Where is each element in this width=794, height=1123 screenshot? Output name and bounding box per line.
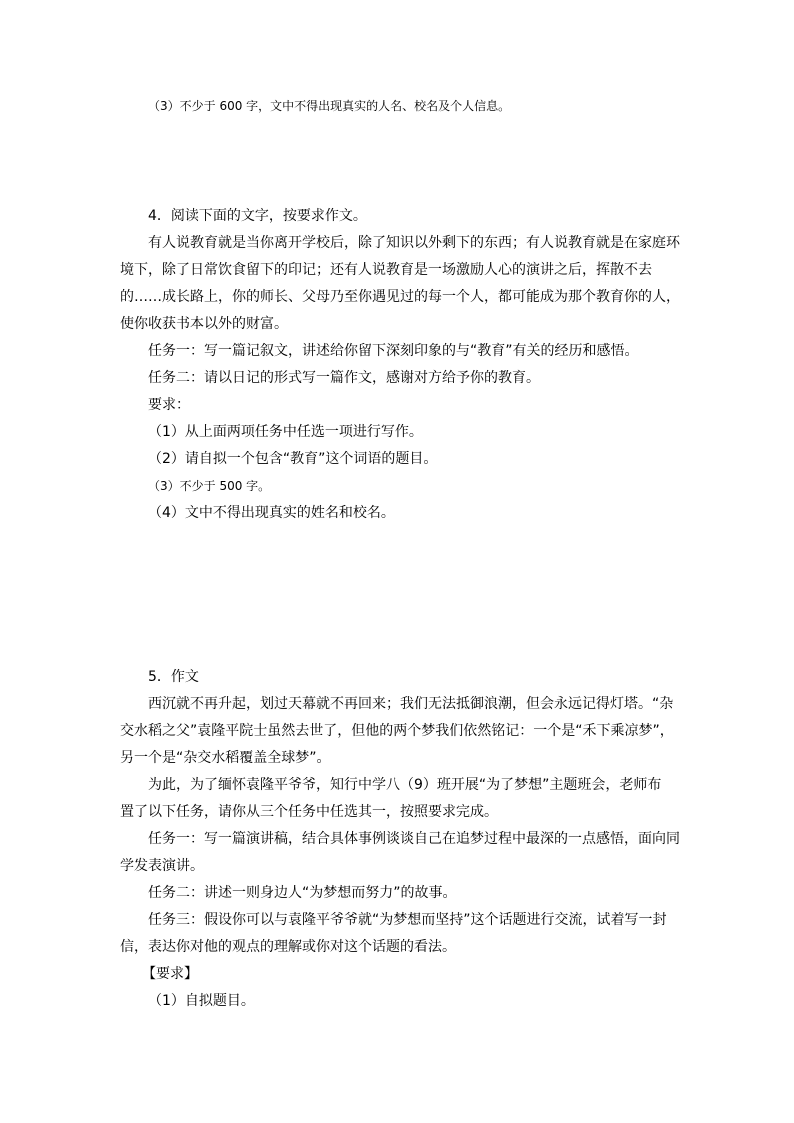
q5-task-2: 任务二：讲述一则身边人“为梦想而努力”的故事。 bbox=[148, 885, 457, 901]
q5-paragraph-1-line-2: 交水稻之父”袁隆平院士虽然去世了，但他的两个梦我们依然铭记：一个是“禾下乘凉梦”， bbox=[120, 723, 674, 739]
q5-requirements-label: 【要求】 bbox=[142, 966, 198, 982]
q5-task-3-line-2: 信，表达你对他的观点的理解或你对这个话题的看法。 bbox=[120, 939, 456, 955]
q4-paragraph-line-4: 使你收获书本以外的财富。 bbox=[120, 316, 288, 332]
q4-task-1: 任务一：写一篇记叙文，讲述给你留下深刻印象的与“教育”有关的经历和感悟。 bbox=[148, 343, 639, 359]
q4-paragraph-line-2: 境下，除了日常饮食留下的印记；还有人说教育是一场激励人心的演讲之后，挥散不去 bbox=[120, 262, 652, 278]
q4-requirements-label: 要求： bbox=[148, 397, 190, 413]
question-4-title: 4．阅读下面的文字，按要求作文。 bbox=[148, 208, 367, 224]
q4-requirement-3: （3）不少于 500 字。 bbox=[148, 479, 271, 493]
requirement-3-word-count: （3）不少于 600 字，文中不得出现真实的人名、校名及个人信息。 bbox=[148, 99, 511, 113]
q4-paragraph-line-3: 的……成长路上，你的师长、父母乃至你遇见过的每一个人，都可能成为那个教育你的人， bbox=[120, 289, 680, 305]
q5-task-1-line-2: 学发表演讲。 bbox=[120, 858, 204, 874]
q5-task-1-line-1: 任务一：写一篇演讲稿，结合具体事例谈谈自己在追梦过程中最深的一点感悟，面向同 bbox=[148, 831, 680, 847]
q4-requirement-4: （4）文中不得出现真实的姓名和校名。 bbox=[148, 505, 395, 521]
q5-paragraph-1-line-1: 西沉就不再升起，划过天幕就不再回来；我们无法抵御浪潮，但会永远记得灯塔。“杂 bbox=[148, 696, 674, 712]
q4-requirement-2: （2）请自拟一个包含“教育”这个词语的题目。 bbox=[148, 451, 438, 467]
q5-task-3-line-1: 任务三：假设你可以与袁隆平爷爷就“为梦想而坚持”这个话题进行交流，试着写一封 bbox=[148, 912, 667, 928]
q5-paragraph-1-line-3: 另一个是“杂交水稻覆盖全球梦”。 bbox=[120, 750, 331, 766]
q4-requirement-1: （1）从上面两项任务中任选一项进行写作。 bbox=[148, 424, 423, 440]
q5-paragraph-2-line-1: 为此，为了缅怀袁隆平爷爷，知行中学八（9）班开展“为了梦想”主题班会，老师布 bbox=[148, 777, 662, 793]
question-5-title: 5．作文 bbox=[148, 669, 199, 685]
q4-task-2: 任务二：请以日记的形式写一篇作文，感谢对方给予你的教育。 bbox=[148, 370, 540, 386]
q4-paragraph-line-1: 有人说教育就是当你离开学校后，除了知识以外剩下的东西；有人说教育就是在家庭环 bbox=[148, 235, 680, 251]
q5-requirement-1: （1）自拟题目。 bbox=[148, 993, 255, 1009]
q5-paragraph-2-line-2: 置了以下任务，请你从三个任务中任选其一，按照要求完成。 bbox=[120, 804, 498, 820]
